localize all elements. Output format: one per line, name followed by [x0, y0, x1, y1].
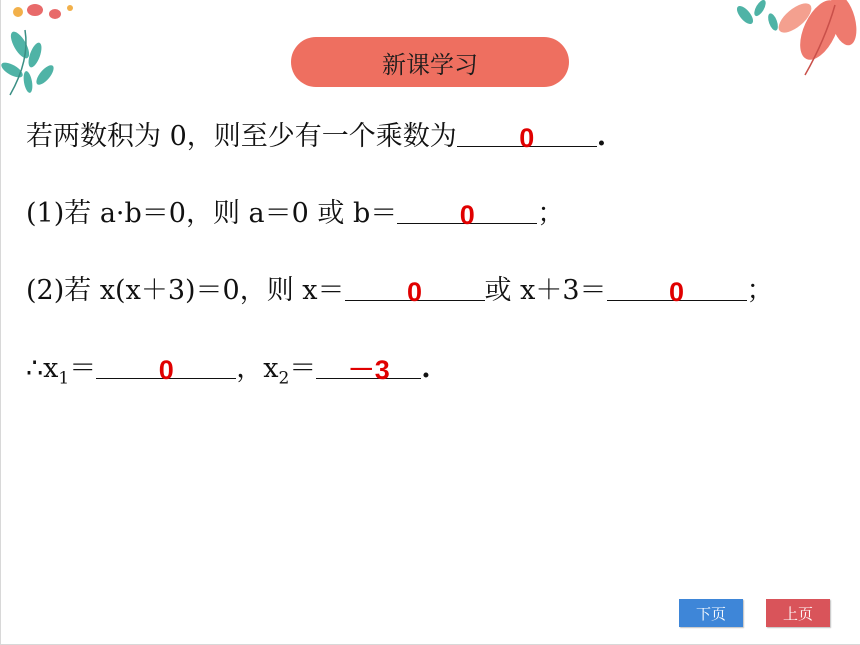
q2-blank-1	[345, 272, 485, 307]
q3-end: .	[421, 353, 431, 384]
question-2-line	[26, 272, 774, 309]
q1-end: ；	[537, 198, 565, 229]
q3-eq-2: ＝	[289, 353, 317, 384]
intro-text: 若两数积为 0，则至少有一个乘数为	[26, 121, 457, 152]
leaf-decoration-right-icon	[725, 0, 860, 90]
q2-text: (2)若 x(x＋3)＝0，则 x＝	[26, 275, 345, 306]
q2-end: ；	[746, 275, 774, 306]
intro-end: .	[596, 121, 607, 152]
q3-answer-2: －3	[347, 355, 390, 385]
q3-sub-1: 1	[58, 368, 70, 389]
prev-page-button[interactable]	[766, 599, 830, 627]
q2-blank-2	[607, 272, 747, 307]
q3-answer-1: 0	[158, 355, 174, 385]
question-1-line	[26, 195, 564, 232]
prev-page-label: 上页	[782, 604, 813, 623]
q3-blank-1	[96, 350, 236, 385]
next-page-label: 下页	[695, 604, 726, 623]
intro-answer: 0	[519, 123, 535, 153]
banner-title: 新课学习	[382, 50, 478, 79]
q2-answer-2: 0	[669, 277, 685, 307]
q3-eq-1: ＝	[69, 353, 97, 384]
q3-sep: ，x	[236, 353, 279, 384]
intro-line	[26, 118, 606, 155]
q3-sub-2: 2	[278, 368, 290, 389]
q1-blank	[397, 195, 537, 230]
intro-blank	[457, 118, 597, 153]
question-3-line	[26, 350, 431, 396]
q2-answer-1: 0	[407, 277, 423, 307]
section-banner	[291, 37, 569, 87]
q1-text: (1)若 a·b＝0，则 a＝0 或 b＝	[26, 198, 398, 229]
next-page-button[interactable]	[679, 599, 743, 627]
q3-prefix: ∴x	[26, 353, 59, 384]
q2-mid: 或 x＋3＝	[484, 275, 607, 306]
q3-blank-2	[316, 350, 421, 385]
q1-answer: 0	[459, 200, 475, 230]
leaf-decoration-left-icon	[0, 0, 110, 100]
